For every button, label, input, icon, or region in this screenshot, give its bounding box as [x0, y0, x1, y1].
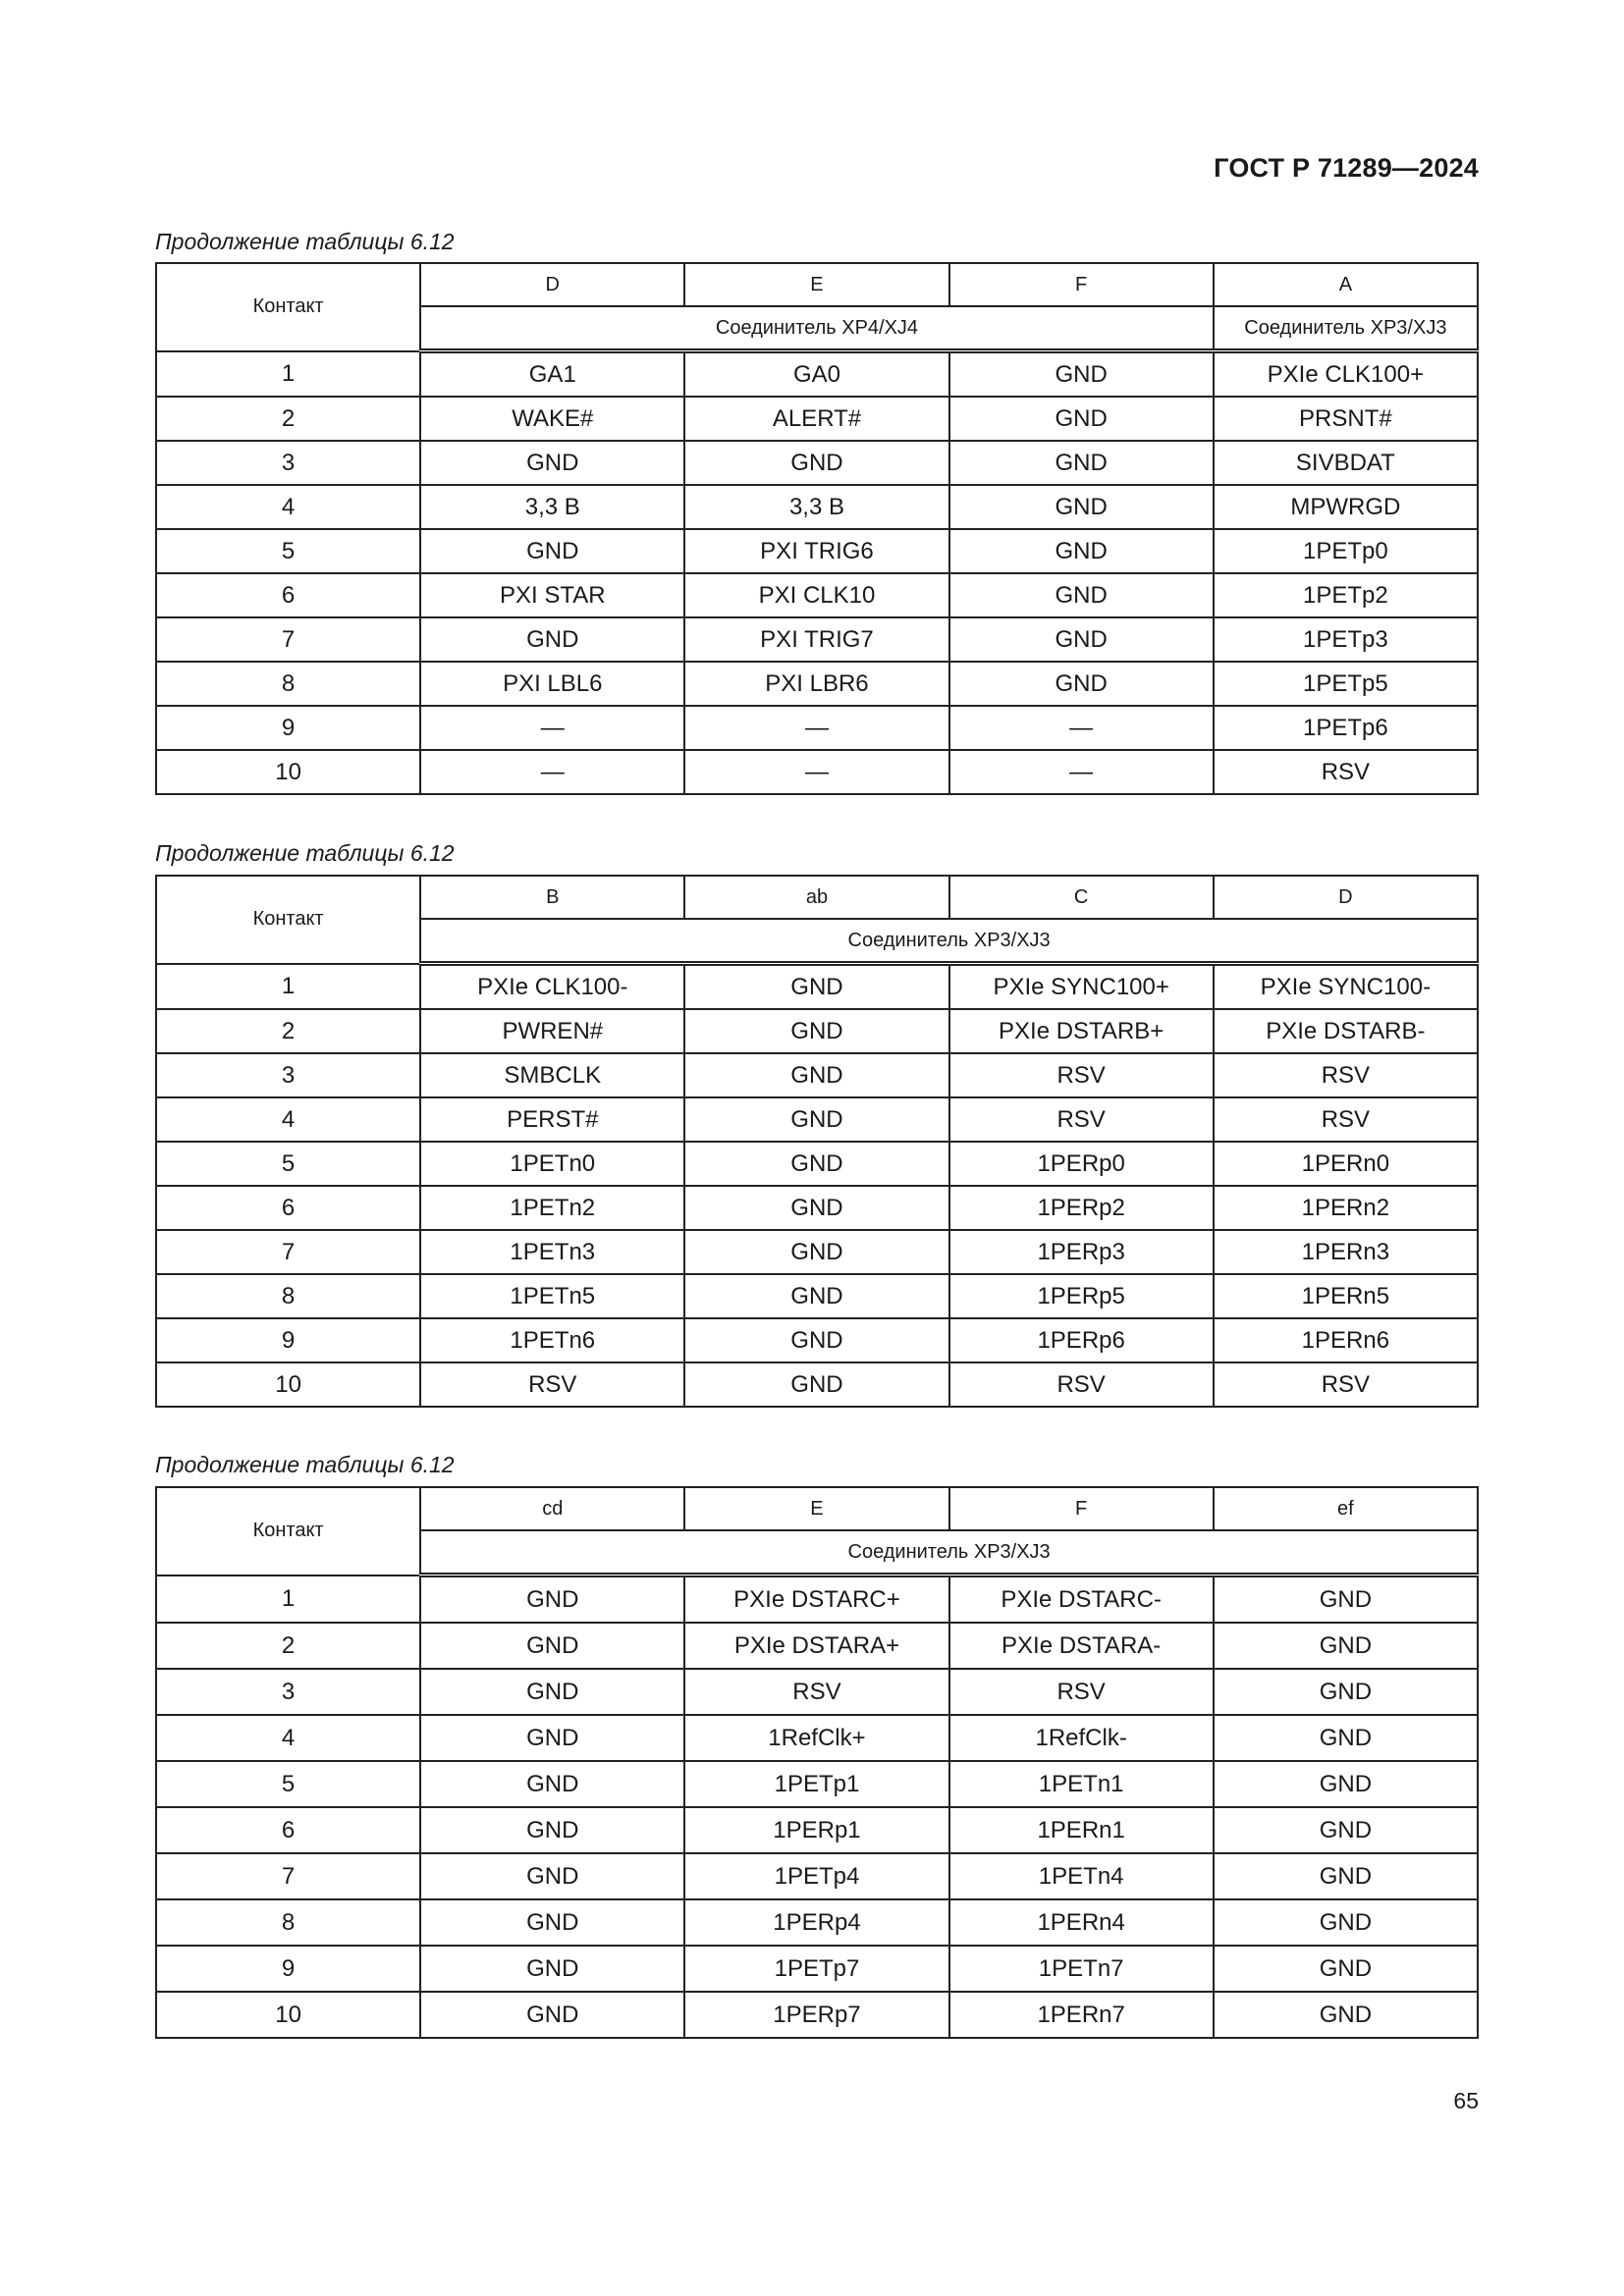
contact-number-cell: 4: [156, 1097, 420, 1142]
signal-cell: 1PETn1: [949, 1761, 1214, 1807]
contact-number-cell: 2: [156, 397, 420, 441]
signal-cell: PXI LBR6: [684, 662, 948, 706]
contact-number-cell: 1: [156, 351, 420, 398]
signal-cell: 3,3 В: [684, 485, 948, 529]
signal-cell: PXIe DSTARA-: [949, 1623, 1214, 1669]
signal-cell: GND: [1214, 1715, 1478, 1761]
signal-cell: GND: [420, 529, 684, 573]
table-row: [156, 485, 1478, 529]
signal-cell: 1PETn7: [949, 1946, 1214, 1992]
page-number: 65: [1453, 2088, 1479, 2113]
contact-number-cell: 5: [156, 529, 420, 573]
signal-cell: RSV: [949, 1669, 1214, 1715]
signal-cell: GND: [1214, 1575, 1478, 1624]
contact-number-cell: 6: [156, 1186, 420, 1230]
signal-cell: GND: [1214, 1669, 1478, 1715]
connector-header: Соединитель XP4/XJ4: [420, 306, 1214, 351]
signal-cell: RSV: [684, 1669, 948, 1715]
table-caption: Продолжение таблицы 6.12: [155, 1452, 455, 1477]
connector-header: Соединитель XP3/XJ3: [1214, 306, 1478, 351]
signal-cell: GND: [1214, 1853, 1478, 1899]
signal-cell: PXIe CLK100-: [420, 964, 684, 1010]
signal-cell: —: [949, 750, 1214, 794]
signal-cell: RSV: [949, 1362, 1214, 1407]
signal-cell: GND: [420, 617, 684, 662]
table-row: [156, 617, 1478, 662]
signal-cell: GND: [420, 1715, 684, 1761]
signal-cell: PXIe SYNC100+: [949, 964, 1214, 1010]
signal-cell: GND: [684, 964, 948, 1010]
table-row: [156, 1186, 1478, 1230]
contact-number-cell: 7: [156, 617, 420, 662]
signal-cell: PXIe DSTARA+: [684, 1623, 948, 1669]
table-row: [156, 1946, 1478, 1992]
table-row: [156, 1009, 1478, 1053]
signal-cell: GND: [1214, 1807, 1478, 1853]
signal-cell: GND: [949, 441, 1214, 485]
signal-cell: 1PERn4: [949, 1899, 1214, 1946]
pin-table-3: [155, 1486, 1479, 2039]
signal-cell: 1PETp4: [684, 1853, 948, 1899]
signal-cell: RSV: [949, 1097, 1214, 1142]
table-row: [156, 1623, 1478, 1669]
signal-cell: 1PERn3: [1214, 1230, 1478, 1274]
column-header: D: [420, 263, 684, 306]
signal-cell: GND: [420, 1807, 684, 1853]
table-row: [156, 706, 1478, 750]
signal-cell: 1PETn2: [420, 1186, 684, 1230]
signal-cell: GND: [420, 441, 684, 485]
contact-number-cell: 10: [156, 750, 420, 794]
contact-number-cell: 8: [156, 1274, 420, 1318]
signal-cell: 1PERn0: [1214, 1142, 1478, 1186]
signal-cell: GND: [1214, 1761, 1478, 1807]
table-row: [156, 1362, 1478, 1407]
signal-cell: PXIe DSTARC-: [949, 1575, 1214, 1624]
signal-cell: GND: [949, 397, 1214, 441]
signal-cell: GND: [949, 573, 1214, 617]
table-row: [156, 1992, 1478, 2038]
signal-cell: PXI TRIG7: [684, 617, 948, 662]
contact-number-cell: 10: [156, 1992, 420, 2038]
contact-number-cell: 1: [156, 1575, 420, 1624]
signal-cell: 1PERn2: [1214, 1186, 1478, 1230]
signal-cell: 1PETn0: [420, 1142, 684, 1186]
column-header: E: [684, 1487, 948, 1530]
table-row: [156, 1318, 1478, 1362]
signal-cell: GND: [684, 1362, 948, 1407]
contact-header: Контакт: [156, 1487, 420, 1575]
signal-cell: PRSNT#: [1214, 397, 1478, 441]
signal-cell: PXIe DSTARB+: [949, 1009, 1214, 1053]
table-row: [156, 1899, 1478, 1946]
signal-cell: 1PERn6: [1214, 1318, 1478, 1362]
column-header: F: [949, 1487, 1214, 1530]
signal-cell: GND: [949, 529, 1214, 573]
pin-table-2: [155, 875, 1479, 1408]
column-header: D: [1214, 876, 1478, 919]
table-row: [156, 1575, 1478, 1624]
signal-cell: PXIe SYNC100-: [1214, 964, 1478, 1010]
signal-cell: MPWRGD: [1214, 485, 1478, 529]
connector-header: Соединитель XP3/XJ3: [420, 919, 1478, 964]
signal-cell: —: [420, 750, 684, 794]
signal-cell: 3,3 В: [420, 485, 684, 529]
signal-cell: 1PETn6: [420, 1318, 684, 1362]
signal-cell: RSV: [1214, 1362, 1478, 1407]
signal-cell: 1PERp2: [949, 1186, 1214, 1230]
table-row: [156, 750, 1478, 794]
signal-cell: 1PETn4: [949, 1853, 1214, 1899]
signal-cell: GND: [420, 1899, 684, 1946]
signal-cell: 1PETp5: [1214, 662, 1478, 706]
signal-cell: PXIe CLK100+: [1214, 351, 1478, 398]
table-row: [156, 1761, 1478, 1807]
contact-number-cell: 9: [156, 1318, 420, 1362]
signal-cell: GND: [684, 1097, 948, 1142]
signal-cell: GA0: [684, 351, 948, 398]
column-header: ab: [684, 876, 948, 919]
contact-number-cell: 9: [156, 706, 420, 750]
signal-cell: 1PERp6: [949, 1318, 1214, 1362]
column-header: C: [949, 876, 1214, 919]
table-caption: Продолжение таблицы 6.12: [155, 229, 455, 254]
signal-cell: PERST#: [420, 1097, 684, 1142]
signal-cell: 1PERp0: [949, 1142, 1214, 1186]
contact-number-cell: 5: [156, 1761, 420, 1807]
table-row: [156, 1715, 1478, 1761]
table-row: [156, 1853, 1478, 1899]
signal-cell: GND: [1214, 1623, 1478, 1669]
contact-number-cell: 5: [156, 1142, 420, 1186]
contact-header: Контакт: [156, 876, 420, 964]
table-body: [156, 1575, 1478, 2039]
signal-cell: 1PETp7: [684, 1946, 948, 1992]
table-row: [156, 1097, 1478, 1142]
signal-cell: PWREN#: [420, 1009, 684, 1053]
column-header: F: [949, 263, 1214, 306]
signal-cell: RSV: [1214, 750, 1478, 794]
contact-number-cell: 1: [156, 964, 420, 1010]
signal-cell: ALERT#: [684, 397, 948, 441]
signal-cell: GND: [420, 1992, 684, 2038]
contact-number-cell: 7: [156, 1853, 420, 1899]
signal-cell: RSV: [1214, 1097, 1478, 1142]
signal-cell: GND: [684, 1142, 948, 1186]
signal-cell: 1PETp6: [1214, 706, 1478, 750]
signal-cell: 1RefClk+: [684, 1715, 948, 1761]
signal-cell: GND: [1214, 1899, 1478, 1946]
signal-cell: GND: [949, 662, 1214, 706]
signal-cell: PXIe DSTARB-: [1214, 1009, 1478, 1053]
signal-cell: —: [684, 706, 948, 750]
signal-cell: 1PERp7: [684, 1992, 948, 2038]
table-row: [156, 573, 1478, 617]
signal-cell: 1PERn5: [1214, 1274, 1478, 1318]
signal-cell: WAKE#: [420, 397, 684, 441]
signal-cell: GND: [684, 441, 948, 485]
signal-cell: SIVBDAT: [1214, 441, 1478, 485]
table-row: [156, 441, 1478, 485]
signal-cell: 1PETp0: [1214, 529, 1478, 573]
signal-cell: 1PETn5: [420, 1274, 684, 1318]
contact-number-cell: 3: [156, 1053, 420, 1097]
table-caption: Продолжение таблицы 6.12: [155, 840, 455, 866]
contact-number-cell: 8: [156, 662, 420, 706]
signal-cell: GND: [684, 1318, 948, 1362]
signal-cell: PXI LBL6: [420, 662, 684, 706]
column-header: E: [684, 263, 948, 306]
table-body: [156, 351, 1478, 795]
pin-table-1: [155, 262, 1479, 795]
signal-cell: PXI STAR: [420, 573, 684, 617]
signal-cell: GND: [949, 485, 1214, 529]
signal-cell: GND: [420, 1946, 684, 1992]
table-body: [156, 964, 1478, 1408]
signal-cell: 1PERp5: [949, 1274, 1214, 1318]
signal-cell: GA1: [420, 351, 684, 398]
table-row: [156, 1053, 1478, 1097]
signal-cell: 1PERn1: [949, 1807, 1214, 1853]
signal-cell: 1PERp1: [684, 1807, 948, 1853]
signal-cell: GND: [420, 1853, 684, 1899]
connector-header: Соединитель XP3/XJ3: [420, 1530, 1478, 1575]
contact-number-cell: 4: [156, 1715, 420, 1761]
signal-cell: GND: [684, 1053, 948, 1097]
table-row: [156, 662, 1478, 706]
signal-cell: GND: [420, 1575, 684, 1624]
signal-cell: RSV: [420, 1362, 684, 1407]
contact-number-cell: 9: [156, 1946, 420, 1992]
column-header: ef: [1214, 1487, 1478, 1530]
table-row: [156, 529, 1478, 573]
signal-cell: GND: [684, 1186, 948, 1230]
contact-number-cell: 4: [156, 485, 420, 529]
signal-cell: 1PERp3: [949, 1230, 1214, 1274]
signal-cell: —: [949, 706, 1214, 750]
contact-number-cell: 3: [156, 441, 420, 485]
signal-cell: 1PERp4: [684, 1899, 948, 1946]
signal-cell: RSV: [1214, 1053, 1478, 1097]
signal-cell: GND: [420, 1761, 684, 1807]
signal-cell: RSV: [949, 1053, 1214, 1097]
contact-number-cell: 7: [156, 1230, 420, 1274]
signal-cell: 1PETp1: [684, 1761, 948, 1807]
signal-cell: 1PERn7: [949, 1992, 1214, 2038]
signal-cell: 1PETp2: [1214, 573, 1478, 617]
column-header: A: [1214, 263, 1478, 306]
signal-cell: 1PETp3: [1214, 617, 1478, 662]
table-row: [156, 397, 1478, 441]
signal-cell: —: [684, 750, 948, 794]
signal-cell: SMBCLK: [420, 1053, 684, 1097]
signal-cell: GND: [1214, 1946, 1478, 1992]
signal-cell: GND: [684, 1274, 948, 1318]
table-row: [156, 964, 1478, 1010]
table-row: [156, 1230, 1478, 1274]
signal-cell: GND: [420, 1623, 684, 1669]
signal-cell: 1PETn3: [420, 1230, 684, 1274]
contact-number-cell: 10: [156, 1362, 420, 1407]
table-row: [156, 1274, 1478, 1318]
signal-cell: 1RefClk-: [949, 1715, 1214, 1761]
signal-cell: GND: [1214, 1992, 1478, 2038]
signal-cell: GND: [949, 617, 1214, 662]
table-row: [156, 1142, 1478, 1186]
signal-cell: PXI TRIG6: [684, 529, 948, 573]
contact-number-cell: 2: [156, 1009, 420, 1053]
signal-cell: GND: [420, 1669, 684, 1715]
column-header: cd: [420, 1487, 684, 1530]
signal-cell: PXIe DSTARC+: [684, 1575, 948, 1624]
signal-cell: GND: [684, 1009, 948, 1053]
column-header: B: [420, 876, 684, 919]
table-row: [156, 351, 1478, 398]
signal-cell: GND: [684, 1230, 948, 1274]
signal-cell: GND: [949, 351, 1214, 398]
contact-number-cell: 6: [156, 573, 420, 617]
signal-cell: PXI CLK10: [684, 573, 948, 617]
contact-number-cell: 8: [156, 1899, 420, 1946]
contact-header: Контакт: [156, 263, 420, 351]
contact-number-cell: 6: [156, 1807, 420, 1853]
contact-number-cell: 3: [156, 1669, 420, 1715]
contact-number-cell: 2: [156, 1623, 420, 1669]
table-row: [156, 1669, 1478, 1715]
signal-cell: —: [420, 706, 684, 750]
document-header: ГОСТ Р 71289—2024: [1214, 153, 1479, 183]
table-row: [156, 1807, 1478, 1853]
